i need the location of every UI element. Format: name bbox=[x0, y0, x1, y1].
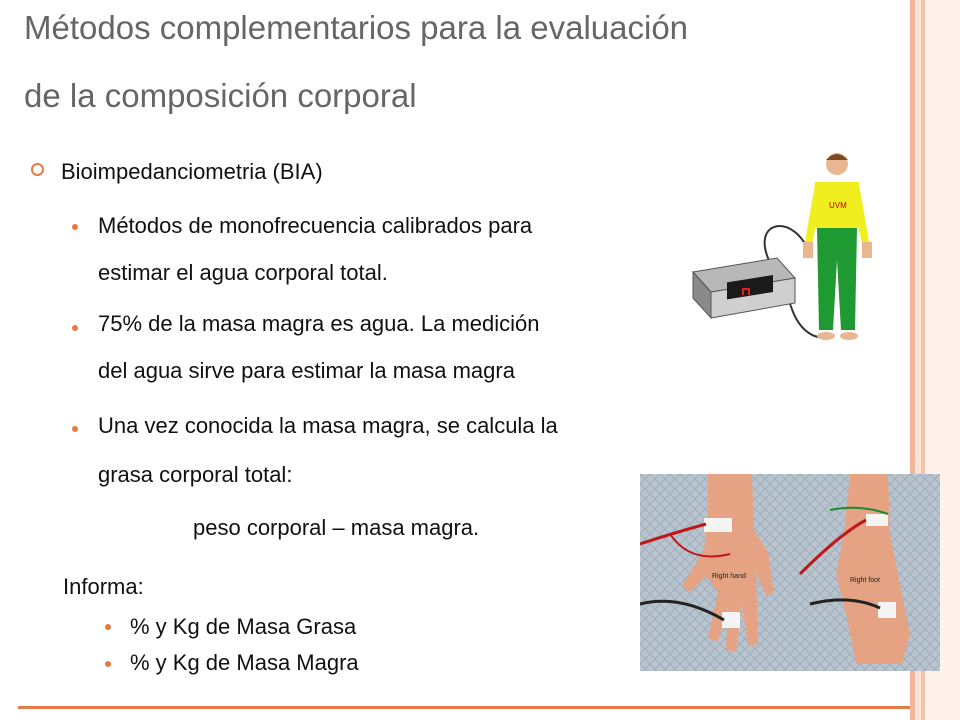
bullet-2-line-2: del agua sirve para estimar la masa magra bbox=[98, 358, 515, 383]
dot-bullet-icon bbox=[72, 325, 78, 331]
informa-item-2: % y Kg de Masa Magra bbox=[130, 650, 359, 675]
hand-label: Right hand bbox=[712, 573, 746, 580]
informa-label: Informa: bbox=[63, 574, 144, 599]
hand-foot-electrodes-photo bbox=[640, 474, 940, 671]
dot-bullet-icon bbox=[105, 624, 111, 630]
bia-device-illustration bbox=[685, 150, 878, 345]
slide-title-line-2: de la composición corporal bbox=[24, 77, 417, 114]
shirt-logo-text: UVM bbox=[829, 201, 847, 210]
dot-bullet-icon bbox=[72, 426, 78, 432]
foot-label: Right foot bbox=[850, 577, 880, 584]
dot-bullet-icon bbox=[72, 224, 78, 230]
circle-bullet-icon bbox=[31, 163, 44, 176]
bullet-3-line-1: Una vez conocida la masa magra, se calcula la bbox=[98, 413, 558, 438]
informa-item-1: % y Kg de Masa Grasa bbox=[130, 614, 357, 639]
bottom-divider bbox=[18, 706, 910, 709]
slide-title-line-1: Métodos complementarios para la evaluación bbox=[24, 9, 689, 46]
bullet-1-line-1: Métodos de monofrecuencia calibrados para bbox=[98, 213, 533, 238]
formula-text: peso corporal – masa magra. bbox=[193, 515, 480, 540]
bullet-3-line-2: grasa corporal total: bbox=[98, 462, 293, 487]
bullet-2-line-1: 75% de la masa magra es agua. La medición bbox=[98, 311, 540, 336]
bullet-1-line-2: estimar el agua corporal total. bbox=[98, 260, 388, 285]
dot-bullet-icon bbox=[105, 661, 111, 667]
section-heading: Bioimpedanciometria (BIA) bbox=[61, 159, 323, 184]
